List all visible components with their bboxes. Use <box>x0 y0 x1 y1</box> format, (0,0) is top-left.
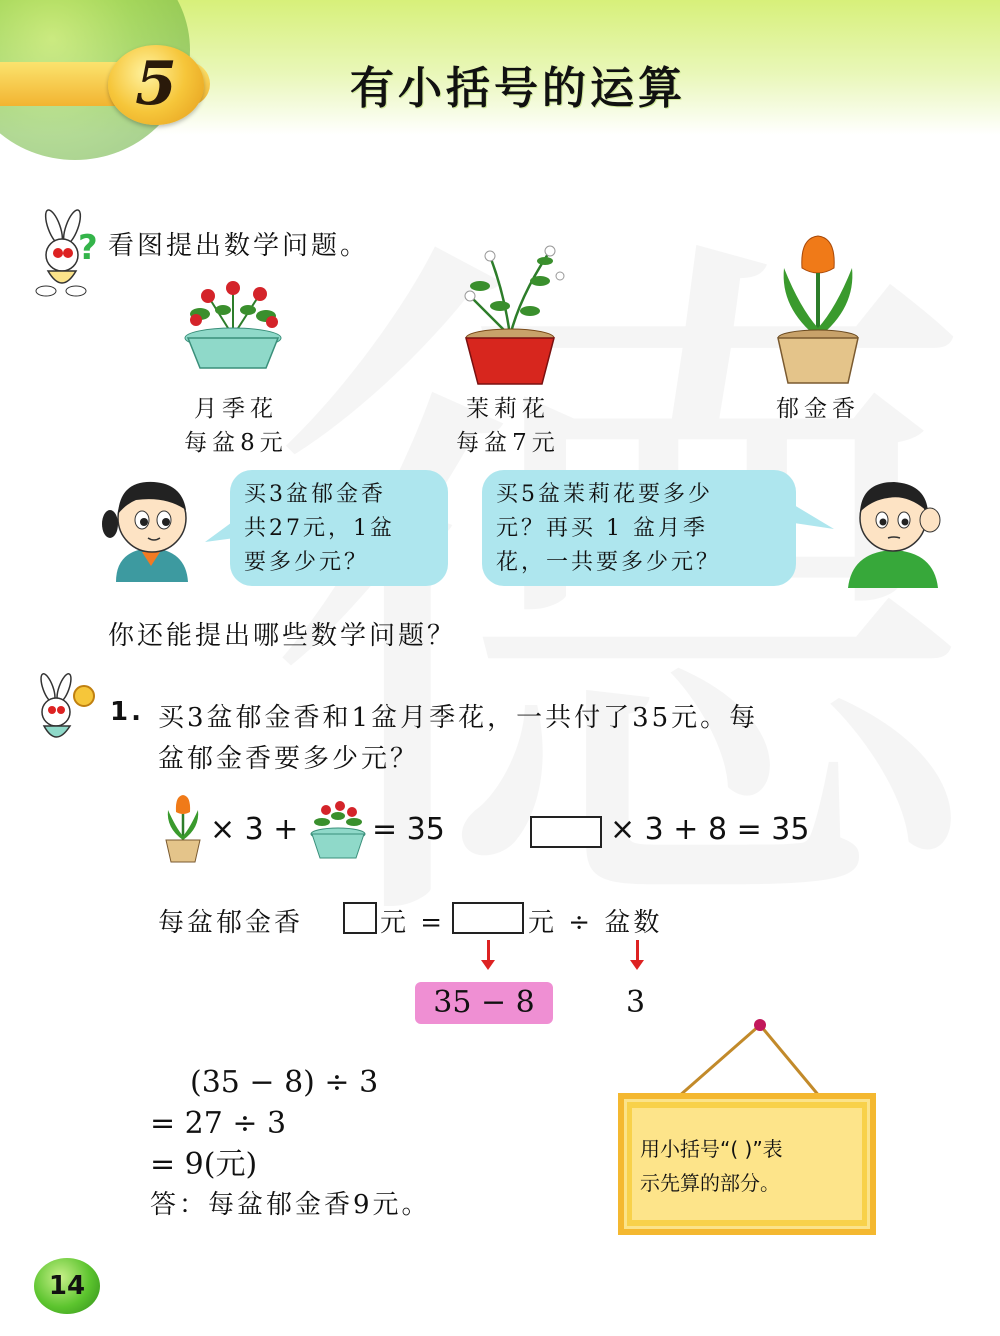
flower-price: 每盆8元 <box>184 430 288 456</box>
lesson-number: 5 <box>135 49 177 119</box>
eq1-times: × 3 + <box>210 812 299 847</box>
tulip-pot-icon <box>770 228 865 388</box>
flower-price: 每盆7元 <box>456 430 560 456</box>
relation-part2: 元 = <box>380 908 446 938</box>
bubble-line: 买5盆茉莉花要多少 <box>496 482 713 507</box>
jasmine-pot-icon <box>450 236 570 386</box>
calc-step-3: = 9(元) <box>150 1147 258 1182</box>
arrow-down-icon <box>481 960 495 970</box>
girl-character-icon <box>96 470 211 595</box>
exercise-question-line2: 盆郁金香要多少元？ <box>158 744 420 774</box>
calc-step-2: = 27 ÷ 3 <box>150 1106 287 1141</box>
arrow-down-icon <box>630 960 644 970</box>
eq1-result: = 35 <box>372 812 445 847</box>
boy-character-icon <box>838 470 953 595</box>
intro-prompt: 看图提出数学问题。 <box>108 231 370 261</box>
speech-bubble-right <box>482 470 796 586</box>
answer-box-total[interactable] <box>452 902 524 934</box>
arrow-shaft-right <box>636 940 639 962</box>
relation-part1: 每盆郁金香 <box>158 908 304 938</box>
rose-pot-icon <box>178 276 288 376</box>
question-mark-icon: ? <box>78 228 98 268</box>
watermark <box>260 240 980 960</box>
note-hanging-string <box>670 1015 830 1099</box>
bubble-tail-left <box>205 520 235 550</box>
bubble-line: 元？再买 1 盆月季 <box>496 516 708 541</box>
note-line-1: 用小括号“( )”表 <box>640 1137 783 1161</box>
note-text <box>640 1132 862 1200</box>
eq2-rest: × 3 + 8 = 35 <box>610 812 810 847</box>
flower-label-tulip <box>718 392 918 426</box>
flower-name: 月季花 <box>194 396 278 422</box>
highlight-expression: 35 − 8 <box>433 985 535 1020</box>
bubble-line: 买3盆郁金香 <box>244 482 386 507</box>
arrow-shaft-left <box>487 940 490 962</box>
bubble-line: 共27元，1盆 <box>244 516 395 541</box>
flower-name: 茉莉花 <box>466 396 550 422</box>
flower-label-jasmine <box>408 392 608 460</box>
flower-name: 郁金香 <box>776 396 860 422</box>
note-line-2: 示先算的部分。 <box>640 1171 780 1195</box>
exercise-question-line1: 买3盆郁金香和1盆月季花，一共付了35元。每 <box>158 703 759 733</box>
answer-box-eq2[interactable] <box>530 816 602 848</box>
divisor-value: 3 <box>626 985 646 1020</box>
bubble-line: 花，一共要多少元？ <box>496 550 722 575</box>
speech-bubble-left <box>230 470 448 586</box>
calc-step-1: (35 − 8) ÷ 3 <box>190 1065 379 1100</box>
rose-small-icon <box>308 798 368 862</box>
more-questions: 你还能提出哪些数学问题？ <box>108 621 457 651</box>
rabbit-with-key-icon <box>22 672 102 752</box>
page-number: 14 <box>48 1271 86 1301</box>
bubble-line: 要多少元？ <box>244 550 370 575</box>
tulip-small-icon <box>162 792 204 864</box>
exercise-number: 1. <box>110 697 144 727</box>
relation-part3: 元 ÷ 盆数 <box>528 908 663 938</box>
answer-sentence: 答：每盆郁金香9元。 <box>150 1190 431 1220</box>
flower-label-rose <box>136 392 336 460</box>
bubble-tail-right <box>794 505 834 535</box>
page-title: 有小括号的运算 <box>350 63 686 114</box>
answer-box-price[interactable] <box>343 902 377 934</box>
